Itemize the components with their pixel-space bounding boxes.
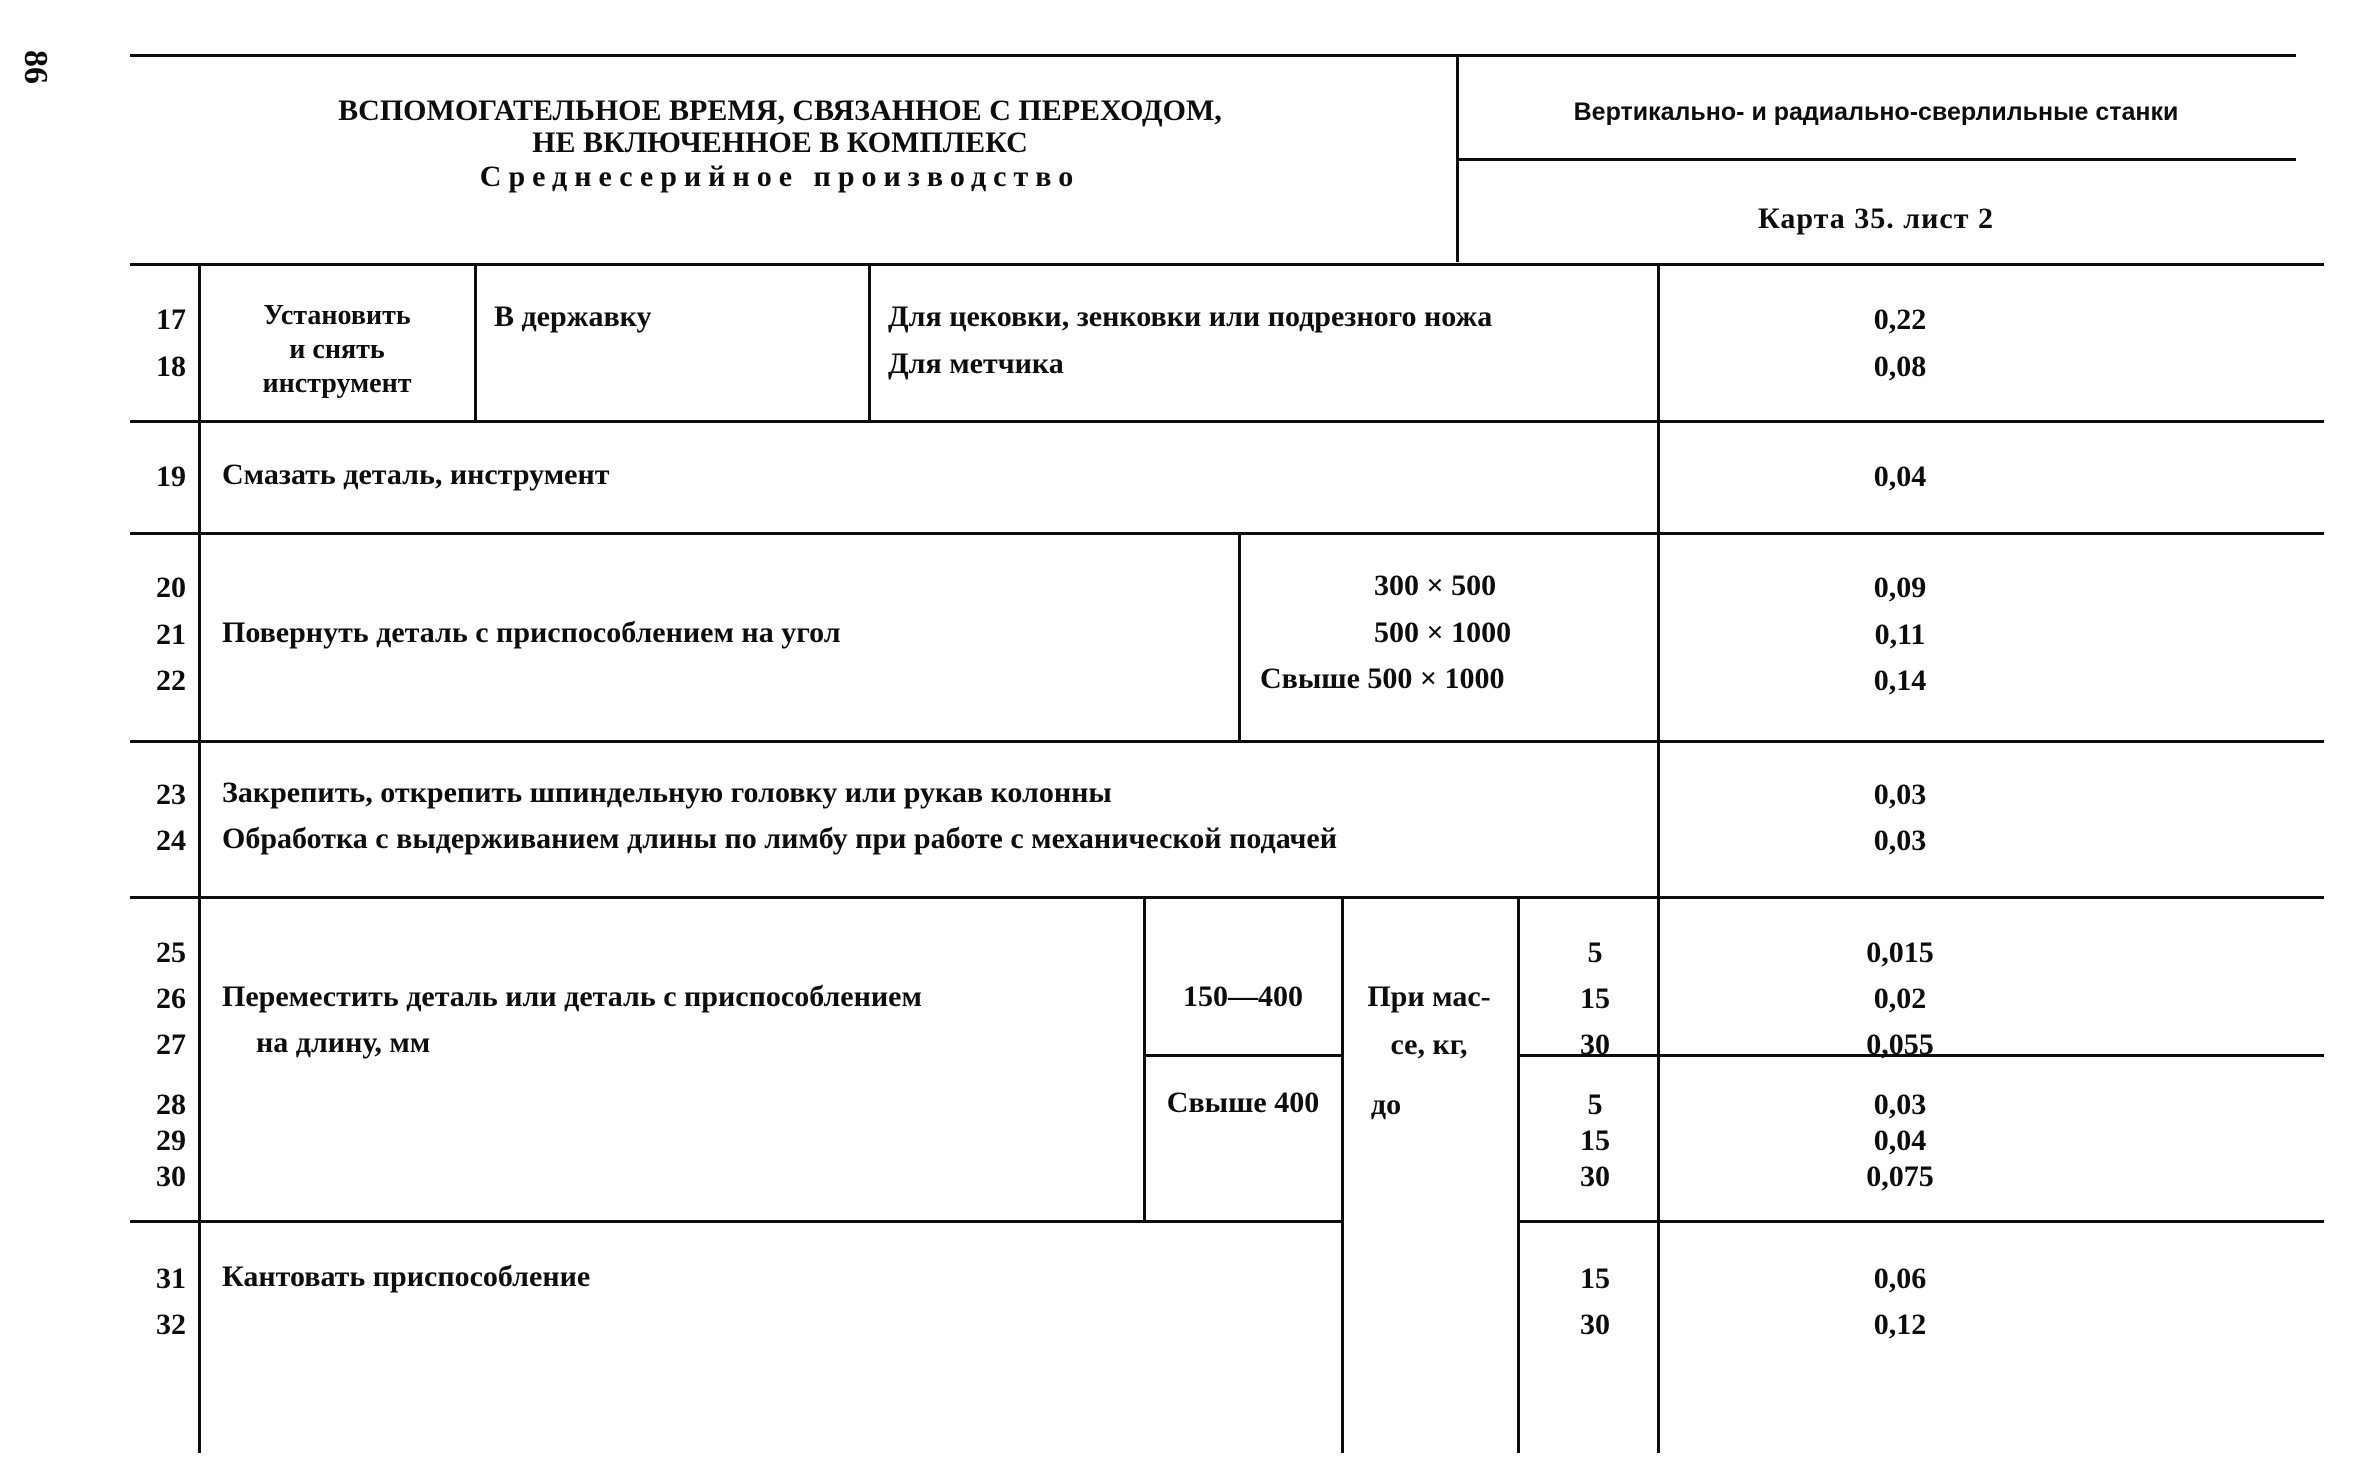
rule-after-18 [130,420,2324,423]
header-subtitle: Среднесерийное производство [479,160,1081,193]
col-size-divider [1238,532,1241,740]
row-number: 29 [156,1124,186,1157]
rule-after-24 [130,896,2324,899]
rule-after-19 [130,532,2324,535]
row-number: 23 [156,778,186,811]
time-value: 0,055 [1866,1028,1934,1061]
time-value: 0,03 [1873,1088,1927,1121]
time-value: 0,04 [1873,460,1927,493]
action-label: Обработка с выдерживанием длины по лимбу при работе с механической подачей [222,822,1338,855]
col-17-b [868,263,871,420]
col-num-divider [198,263,201,1453]
time-value: 0,12 [1873,1308,1927,1341]
row-number: 17 [156,303,186,336]
col-17-a [474,263,477,420]
mass-value: 30 [1580,1028,1610,1061]
action-label: Повернуть деталь с приспособлением на угол [222,616,841,649]
mass-value: 5 [1587,1088,1603,1121]
row-number: 24 [156,824,186,857]
mass-label: до [1370,1088,1402,1121]
row-number: 31 [156,1262,186,1295]
mass-value: 15 [1580,982,1610,1015]
time-value: 0,14 [1873,664,1927,697]
time-value: 0,08 [1873,350,1927,383]
header-title-line2: НЕ ВКЛЮЧЕННОЕ В КОМПЛЕКС [532,126,1028,159]
action-label: Смазать деталь, инструмент [222,458,610,491]
time-value: 0,03 [1873,824,1927,857]
mass-value: 30 [1580,1308,1610,1341]
row-number: 20 [156,571,186,604]
row-number: 30 [156,1160,186,1193]
row-number: 21 [156,618,186,651]
row-number: 18 [156,350,186,383]
row-number: 32 [156,1308,186,1341]
size-label: 500 × 1000 [1374,616,1512,649]
row-number: 27 [156,1028,186,1061]
row-number: 26 [156,982,186,1015]
mass-value: 15 [1580,1124,1610,1157]
action-label: и снять [289,334,385,365]
mass-label: се, кг, [1390,1028,1468,1061]
row-number: 19 [156,460,186,493]
col-mass-divider [1517,896,1520,1453]
mass-value: 5 [1587,936,1603,969]
time-value: 0,09 [1873,571,1927,604]
rule-mid-length [1145,1054,1343,1057]
col-masslabel-divider [1341,896,1344,1453]
rule-top [130,263,2324,266]
mass-value: 30 [1580,1160,1610,1193]
action-label: Закрепить, открепить шпиндельную головку или рукав колонны [222,776,1112,809]
time-value: 0,04 [1873,1124,1927,1157]
time-value: 0,22 [1873,303,1927,336]
header-title-line1: ВСПОМОГАТЕЛЬНОЕ ВРЕМЯ, СВЯЗАННОЕ С ПЕРЕХОДОМ, [338,94,1222,127]
row-number: 28 [156,1088,186,1121]
rule-after-30 [130,1220,1343,1223]
action-label: Установить [263,300,411,331]
col-length-divider [1143,896,1146,1220]
rule-after-22 [130,740,2324,743]
condition-label: Для цековки, зенковки или подрезного ножа [888,300,1493,333]
page-number: 86 [17,50,54,84]
action-label: инструмент [262,368,412,399]
machine-type: Вертикально- и радиально-сверлильные станки [1573,98,2179,126]
time-value: 0,03 [1873,778,1927,811]
mass-value: 15 [1580,1262,1610,1295]
time-value: 0,075 [1866,1160,1934,1193]
rule-after-30-right [1519,1220,2324,1223]
condition-label: Для метчика [888,347,1064,380]
length-range: 150—400 [1183,980,1303,1013]
time-value: 0,06 [1873,1262,1927,1295]
row-number: 25 [156,936,186,969]
header-right-rule [1456,158,2296,161]
card-number: Карта 35. лист 2 [1758,202,1994,235]
place-label: В державку [494,300,652,333]
row-number: 22 [156,664,186,697]
action-label: Переместить деталь или деталь с приспособлением [222,980,922,1013]
time-value: 0,02 [1873,982,1927,1015]
size-label: Свыше 500 × 1000 [1260,662,1505,695]
time-value: 0,11 [1874,618,1926,651]
time-value: 0,015 [1866,936,1934,969]
action-label: на длину, мм [256,1026,431,1059]
size-label: 300 × 500 [1374,569,1497,602]
length-range: Свыше 400 [1166,1086,1320,1119]
action-label: Кантовать приспособление [222,1260,591,1293]
header-top-rule [130,54,2296,57]
col-value-divider [1657,263,1660,1453]
mass-label: При мас- [1367,980,1491,1013]
